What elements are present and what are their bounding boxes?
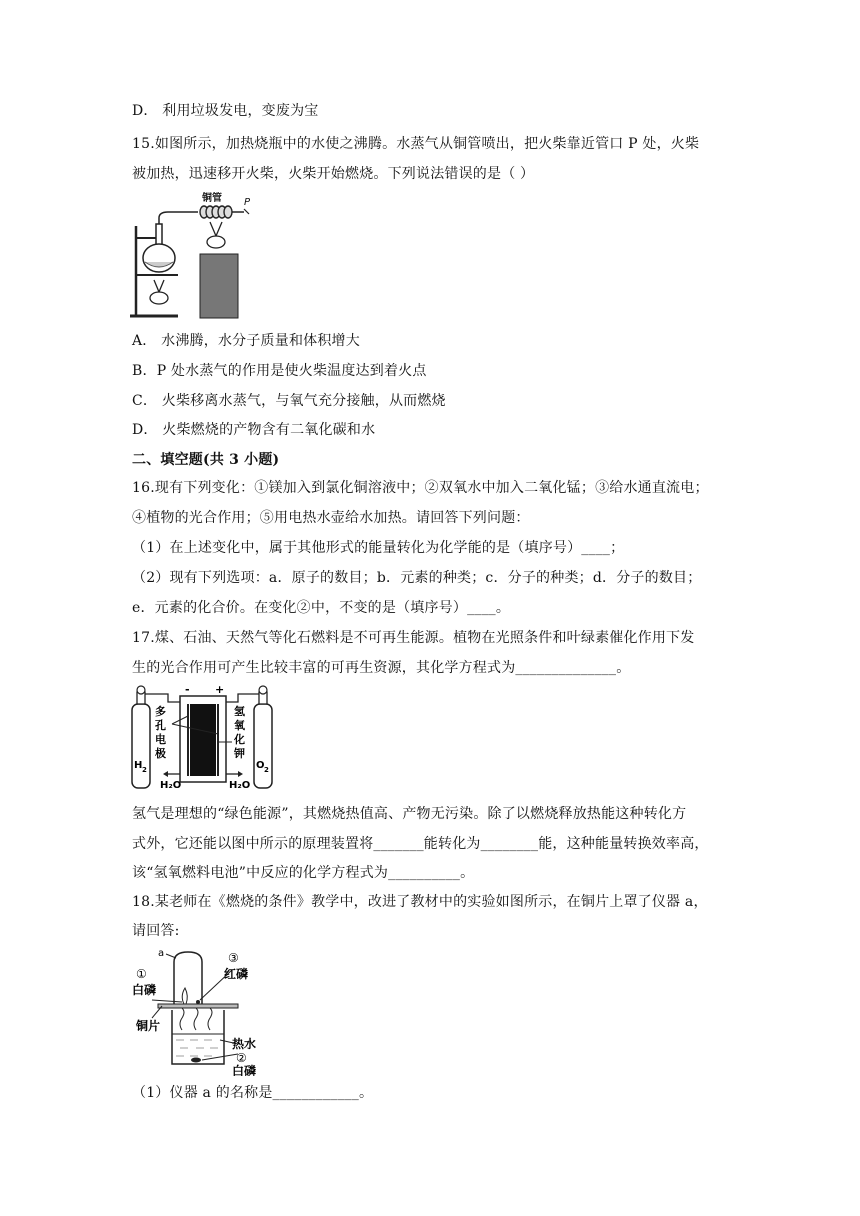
q17-text-line2: 式外，它还能以图中所示的原理装置将_______能转化为________能，这种能量转换效率高， [132,836,709,852]
white-phosphorus-bottom-label: 白磷 [232,1064,257,1076]
q18-stem-line2: 请回答: [132,923,180,939]
white-phosphorus-top-label: 白磷 [132,983,157,997]
h2-subscript: 2 [142,766,147,774]
copper-plate-label: 铜片 [136,1019,161,1033]
q17-stem-line1: 17.煤、石油、天然气等化石燃料是不可再生能源。植物在光照条件和叶绿素催化作用下发 [132,630,695,646]
q18-stem-line1: 18.某老师在《燃烧的条件》教学中，改进了教材中的实验如图所示，在铜片上罩了仪器 a， [132,894,708,910]
fuel-cell-figure [128,684,278,792]
electrode-label-4: 极 [155,747,166,760]
water-right-label: H₂O [229,780,251,791]
q16-part2-line2: e．元素的化合价。在变化②中，不变的是（填序号）____。 [132,600,511,616]
p-point-label: P [244,197,251,208]
copper-tube-label: 铜管 [202,193,222,204]
q16-stem-line2: ④植物的光合作用；⑤用电热水壶给水加热。请回答下列问题： [132,510,530,526]
hot-water-label: 热水 [232,1037,257,1051]
q17-text-line1: 氢气是理想的“绿色能源”，其燃烧热值高、产物无污染。除了以燃烧释放热能这种转化方 [132,806,687,822]
label-num-1: ① [136,967,147,981]
o2-subscript: 2 [264,766,269,774]
electrode-label-3: 电 [155,733,166,746]
h2-label: H [134,760,143,771]
q15-stem-line2: 被加热，迅速移开火柴，火柴开始燃烧。下列说法错误的是（ ） [132,166,535,182]
q15-option-b: B．P 处水蒸气的作用是使火柴温度达到着火点 [132,363,427,379]
q16-stem-line1: 16.现有下列变化：①镁加入到氯化铜溶液中；②双氧水中加入二氧化锰；③给水通直流电； [132,480,709,496]
q15-option-d: D． 火柴燃烧的产物含有二氧化碳和水 [132,422,376,438]
koh-label-4: 钾 [234,747,245,760]
q16-part2-line1: （2）现有下列选项：a．原子的数目；b．元素的种类；c．分子的种类；d．分子的数目； [132,570,702,586]
q17-stem-line2: 生的光合作用可产生比较丰富的可再生资源，其化学方程式为______________。 [132,660,631,676]
koh-label-1: 氢 [234,705,245,718]
q18-part1: （1）仪器 a 的名称是____________。 [132,1085,374,1101]
label-num-2: ② [236,1051,247,1065]
red-phosphorus-label: 红磷 [224,967,249,981]
electrode-label-2: 孔 [155,719,166,732]
label-num-3: ③ [228,951,239,965]
plus-terminal: + [215,684,225,696]
o2-label: O [256,760,265,771]
section-heading: 二、填空题(共 3 小题) [132,452,280,468]
q15-stem-line1: 15.如图所示，加热烧瓶中的水使之沸腾。水蒸气从铜管喷出，把火柴靠近管口 P 处，火柴 [132,136,700,152]
q17-text-line3: 该“氢氧燃料电池”中反应的化学方程式为__________。 [132,865,475,881]
q16-part1: （1）在上述变化中，属于其他形式的能量转化为化学能的是（填序号）____； [132,540,625,556]
copper-tube-apparatus-figure [128,192,258,320]
instrument-a-label: a [158,948,165,959]
combustion-experiment-figure [128,948,268,1076]
q15-option-c: C． 火柴移离水蒸气，与氧气充分接触，从而燃烧 [132,393,446,409]
koh-label-3: 化 [234,733,245,746]
q15-option-a: A． 水沸腾，水分子质量和体积增大 [132,333,360,349]
electrode-label-1: 多 [155,705,166,718]
koh-label-2: 氧 [234,719,245,732]
q14-option-d: D． 利用垃圾发电，变废为宝 [132,103,319,119]
minus-terminal: - [185,684,190,696]
water-left-label: H₂O [160,780,182,791]
